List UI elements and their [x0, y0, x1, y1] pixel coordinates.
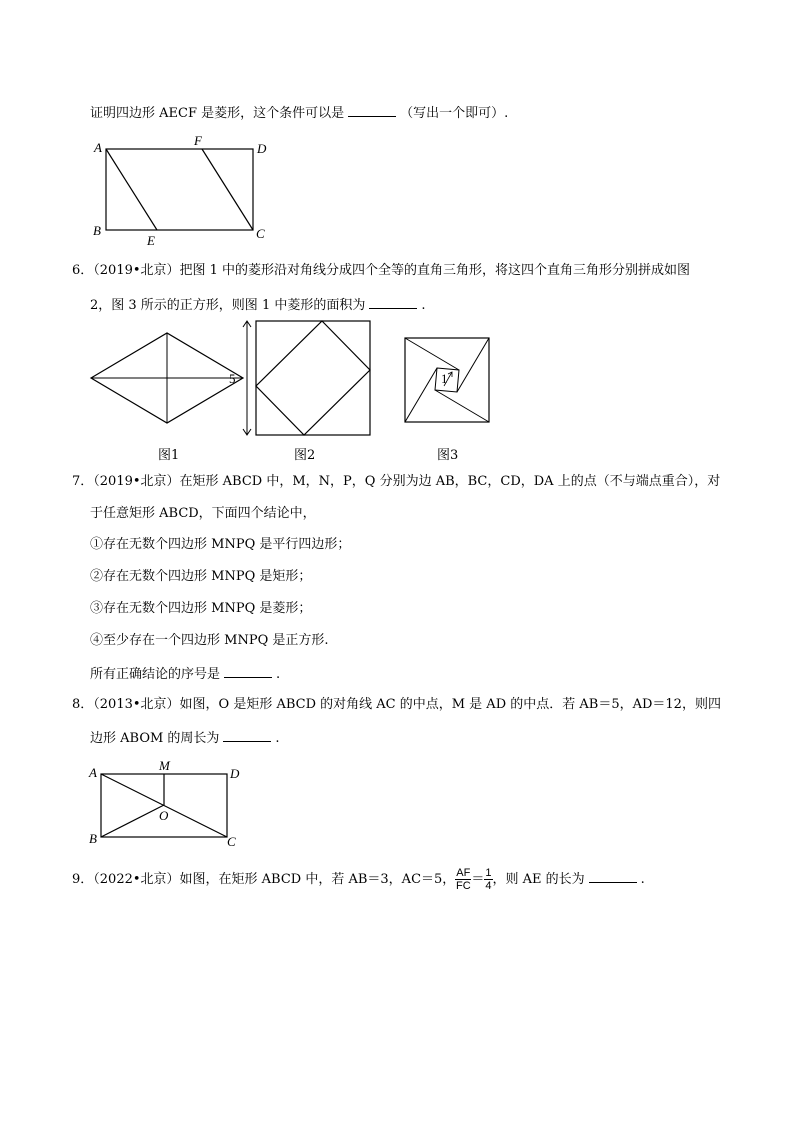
q8-label-m: M — [159, 758, 170, 773]
q5-label-b: B — [93, 223, 101, 238]
q6-line2: 2，图 3 所示的正方形，则图 1 中菱形的面积为 . — [90, 298, 426, 313]
q7-item-2: ②存在无数个四边形 MNPQ 是矩形； — [90, 569, 312, 584]
q6-fig3-label: 1 — [441, 371, 448, 386]
q6-fig2-dimension: 5 — [229, 371, 236, 386]
q7-line1: 7．（2019•北京）在矩形 ABCD 中，M，N，P，Q 分别为边 AB，BC，CD，DA 上的点（不与端点重合），对 — [72, 474, 721, 489]
q8-label-a: A — [89, 765, 97, 780]
q5-text: 证明四边形 AECF 是菱形，这个条件可以是 （写出一个即可）. — [90, 106, 509, 121]
q9-fraction-value: $\frac{1}{4}$ — [485, 867, 492, 892]
q5-label-f: F — [194, 133, 202, 148]
q9-fraction-af-fc: $\frac{AF}{FC}$ — [455, 867, 471, 892]
q7-line2: 于任意矩形 ABCD，下面四个结论中， — [90, 506, 316, 521]
q9-line: 9．（2022•北京）如图，在矩形 ABCD 中，若 AB＝3，AC＝5， $\frac{AF}{FC}$ ＝ $\frac{1}{4}$ ，则 AE 的长为 . — [72, 867, 645, 892]
q8-label-d: D — [230, 766, 240, 781]
q8-line1: 8．（2013•北京）如图，O 是矩形 ABCD 的对角线 AC 的中点，M 是 AD 的中点．若 AB＝5，AD＝12，则四 — [72, 697, 721, 712]
q5-label-d: D — [257, 141, 267, 156]
q7-item-4: ④至少存在一个四边形 MNPQ 是正方形. — [90, 633, 329, 648]
q8-label-c: C — [227, 834, 236, 849]
q6-caption-1: 图1 — [158, 448, 180, 463]
q8-label-o: O — [159, 808, 169, 823]
q8-label-b: B — [89, 831, 97, 846]
q6-line1: 6．（2019•北京）把图 1 中的菱形沿对角线分成四个全等的直角三角形，将这四个直角三角形分别拼成如图 — [72, 263, 691, 278]
q5-label-e: E — [147, 233, 155, 248]
q6-caption-2: 图2 — [294, 448, 316, 463]
q7-item-1: ①存在无数个四边形 MNPQ 是平行四边形； — [90, 537, 351, 552]
q8-segment-bo — [101, 805, 164, 837]
answer-blank[interactable] — [589, 870, 637, 883]
q5-label-a: A — [94, 140, 102, 155]
q5-label-c: C — [256, 226, 265, 241]
q8-line2: 边形 ABOM 的周长为 . — [90, 731, 280, 746]
q7-item-3: ③存在无数个四边形 MNPQ 是菱形； — [90, 601, 312, 616]
q7-answer-line: 所有正确结论的序号是 . — [90, 667, 281, 682]
q6-caption-3: 图3 — [437, 448, 459, 463]
